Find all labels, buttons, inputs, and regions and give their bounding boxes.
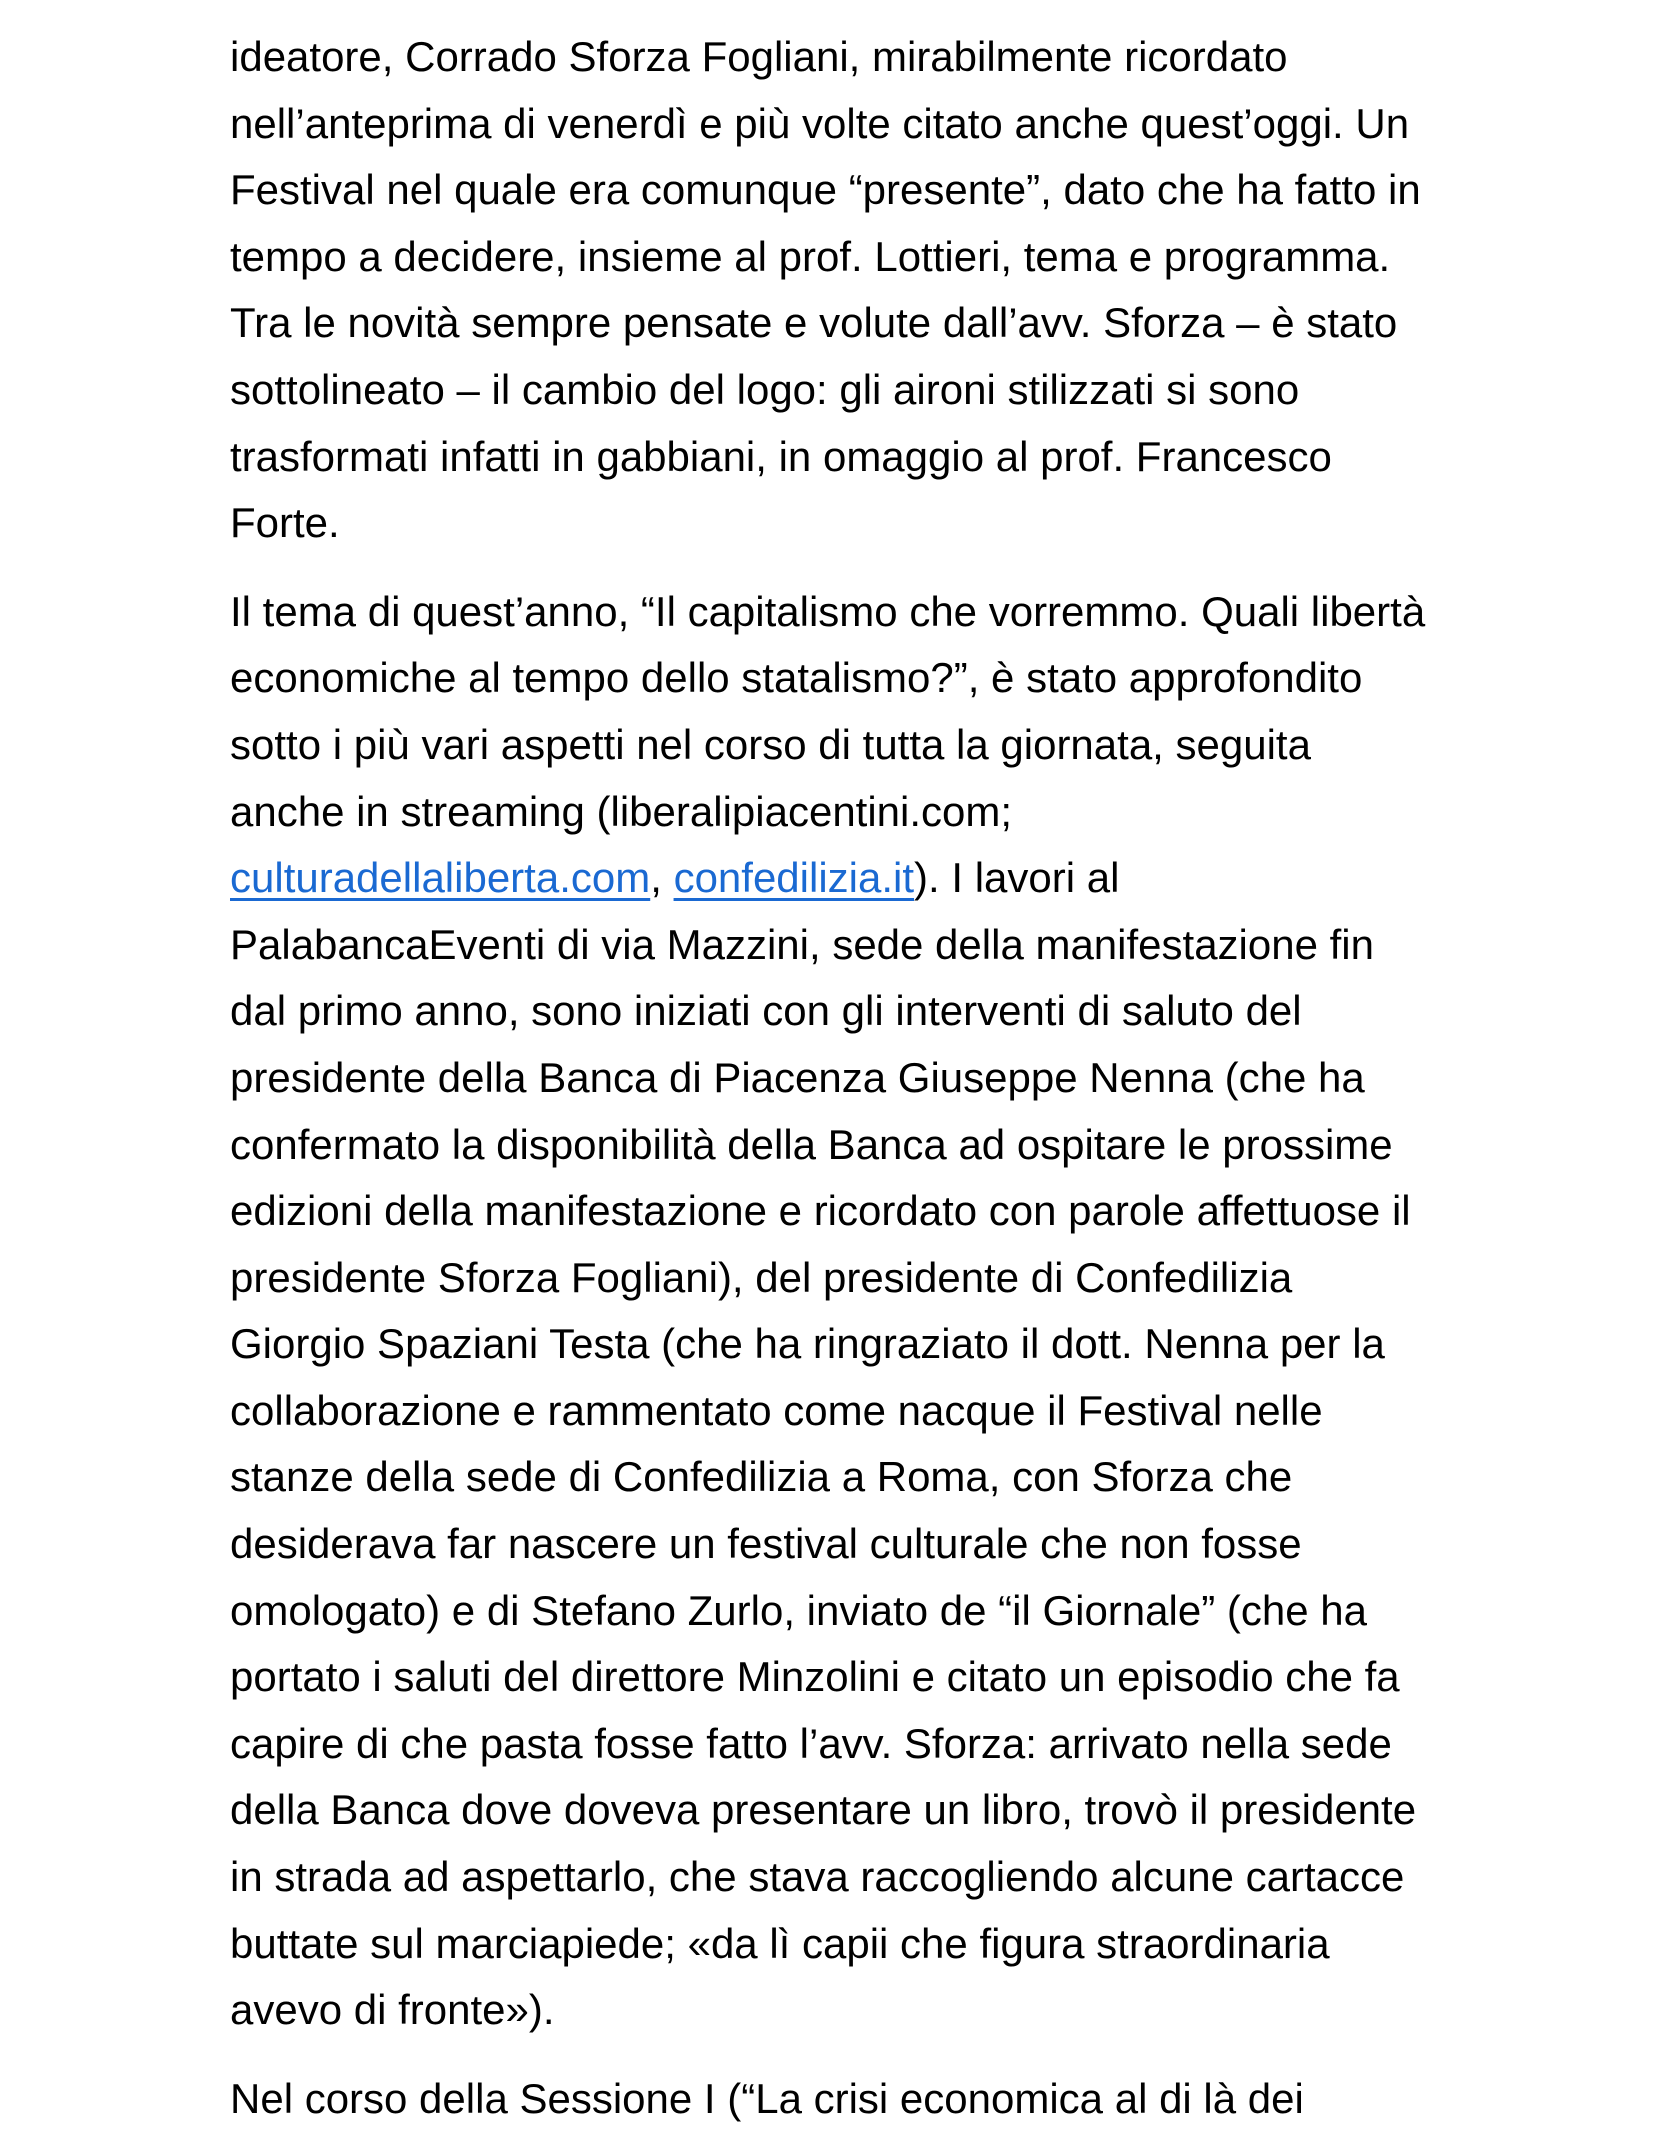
text-line bbox=[230, 1178, 1653, 1245]
text-line bbox=[230, 1777, 1653, 1844]
text-segment: presidente della Banca di Piacenza Giuseppe Nenna (che ha bbox=[230, 1053, 1365, 1101]
text-line bbox=[230, 1644, 1653, 1711]
text-segment: edizioni della manifestazione e ricordato con parole affettuose il bbox=[230, 1187, 1411, 1235]
text-segment: sottolineato – il cambio del logo: gli aironi stilizzati si sono bbox=[230, 365, 1300, 413]
paragraph bbox=[230, 579, 1653, 2044]
text-line bbox=[230, 1045, 1653, 1112]
text-line bbox=[230, 1245, 1653, 1312]
text-line bbox=[230, 1444, 1653, 1511]
hyperlink-culturadellaliberta.com[interactable]: culturadellaliberta.com bbox=[230, 854, 651, 902]
text-segment: Nel corso della Sessione I (“La crisi economica al di là dei bbox=[230, 2074, 1304, 2122]
text-segment: in strada ad aspettarlo, che stava raccogliendo alcune cartacce bbox=[230, 1853, 1405, 1901]
text-segment: presidente Sforza Fogliani), del presidente di Confedilizia bbox=[230, 1253, 1293, 1301]
text-segment: , bbox=[650, 854, 674, 902]
text-line bbox=[230, 1311, 1653, 1378]
text-segment: capire di che pasta fosse fatto l’avv. Sforza: arrivato nella sede bbox=[230, 1719, 1392, 1767]
text-line bbox=[230, 1911, 1653, 1978]
text-line bbox=[230, 490, 1653, 557]
text-segment: ideatore, Corrado Sforza Fogliani, mirabilmente ricordato bbox=[230, 33, 1288, 80]
paragraph bbox=[230, 2066, 1653, 2133]
text-segment: omologato) e di Stefano Zurlo, inviato de “il Giornale” (che ha bbox=[230, 1586, 1367, 1634]
text-line bbox=[230, 645, 1653, 712]
text-line bbox=[230, 1511, 1653, 1578]
text-line bbox=[230, 978, 1653, 1045]
text-segment: Festival nel quale era comunque “presente”, dato che ha fatto in bbox=[230, 166, 1421, 214]
text-line bbox=[230, 290, 1653, 357]
text-line bbox=[230, 712, 1653, 779]
text-segment: tempo a decidere, insieme al prof. Lottieri, tema e programma. bbox=[230, 232, 1391, 280]
text-segment: confermato la disponibilità della Banca ad ospitare le prossime bbox=[230, 1120, 1393, 1168]
text-segment: avevo di fronte»). bbox=[230, 1986, 555, 2034]
text-segment: ). I lavori al bbox=[914, 854, 1120, 902]
text-segment: collaborazione e rammentato come nacque il Festival nelle bbox=[230, 1386, 1323, 1434]
text-line bbox=[230, 845, 1653, 912]
text-segment: desiderava far nascere un festival culturale che non fosse bbox=[230, 1520, 1302, 1568]
text-line bbox=[230, 1977, 1653, 2044]
text-line bbox=[230, 1711, 1653, 1778]
text-segment: Forte. bbox=[230, 499, 340, 547]
text-line bbox=[230, 1112, 1653, 1179]
text-line bbox=[230, 424, 1653, 491]
text-segment: nell’anteprima di venerdì e più volte citato anche quest’oggi. Un bbox=[230, 99, 1410, 147]
text-segment: trasformati infatti in gabbiani, in omaggio al prof. Francesco bbox=[230, 432, 1332, 480]
text-segment: Giorgio Spaziani Testa (che ha ringraziato il dott. Nenna per la bbox=[230, 1320, 1385, 1368]
text-line bbox=[230, 24, 1653, 91]
text-segment: Il tema di quest’anno, “Il capitalismo che vorremmo. Quali libertà bbox=[230, 587, 1426, 635]
text-line bbox=[230, 779, 1653, 846]
text-segment: dal primo anno, sono iniziati con gli interventi di saluto del bbox=[230, 987, 1302, 1035]
paragraph bbox=[230, 24, 1653, 557]
text-line bbox=[230, 1378, 1653, 1445]
text-segment: della Banca dove doveva presentare un libro, trovò il presidente bbox=[230, 1786, 1417, 1834]
text-line bbox=[230, 2066, 1653, 2133]
text-segment: sotto i più vari aspetti nel corso di tutta la giornata, seguita bbox=[230, 720, 1311, 768]
text-segment: portato i saluti del direttore Minzolini e citato un episodio che fa bbox=[230, 1653, 1400, 1701]
text-line bbox=[230, 912, 1653, 979]
hyperlink-confedilizia.it[interactable]: confedilizia.it bbox=[673, 854, 915, 902]
text-line bbox=[230, 1844, 1653, 1911]
text-segment: stanze della sede di Confedilizia a Roma, con Sforza che bbox=[230, 1453, 1293, 1501]
text-line bbox=[230, 157, 1653, 224]
text-line bbox=[230, 91, 1653, 158]
text-line bbox=[230, 1578, 1653, 1645]
text-segment: buttate sul marciapiede; «da lì capii che figura straordinaria bbox=[230, 1919, 1330, 1967]
text-line bbox=[230, 357, 1653, 424]
text-segment: Tra le novità sempre pensate e volute dall’avv. Sforza – è stato bbox=[230, 299, 1398, 347]
text-line bbox=[230, 579, 1653, 646]
text-segment: anche in streaming (liberalipiacentini.com; bbox=[230, 787, 1013, 835]
text-segment: economiche al tempo dello statalismo?”, è stato approfondito bbox=[230, 654, 1363, 702]
text-line bbox=[230, 224, 1653, 291]
text-segment: PalabancaEventi di via Mazzini, sede della manifestazione fin bbox=[230, 920, 1374, 968]
